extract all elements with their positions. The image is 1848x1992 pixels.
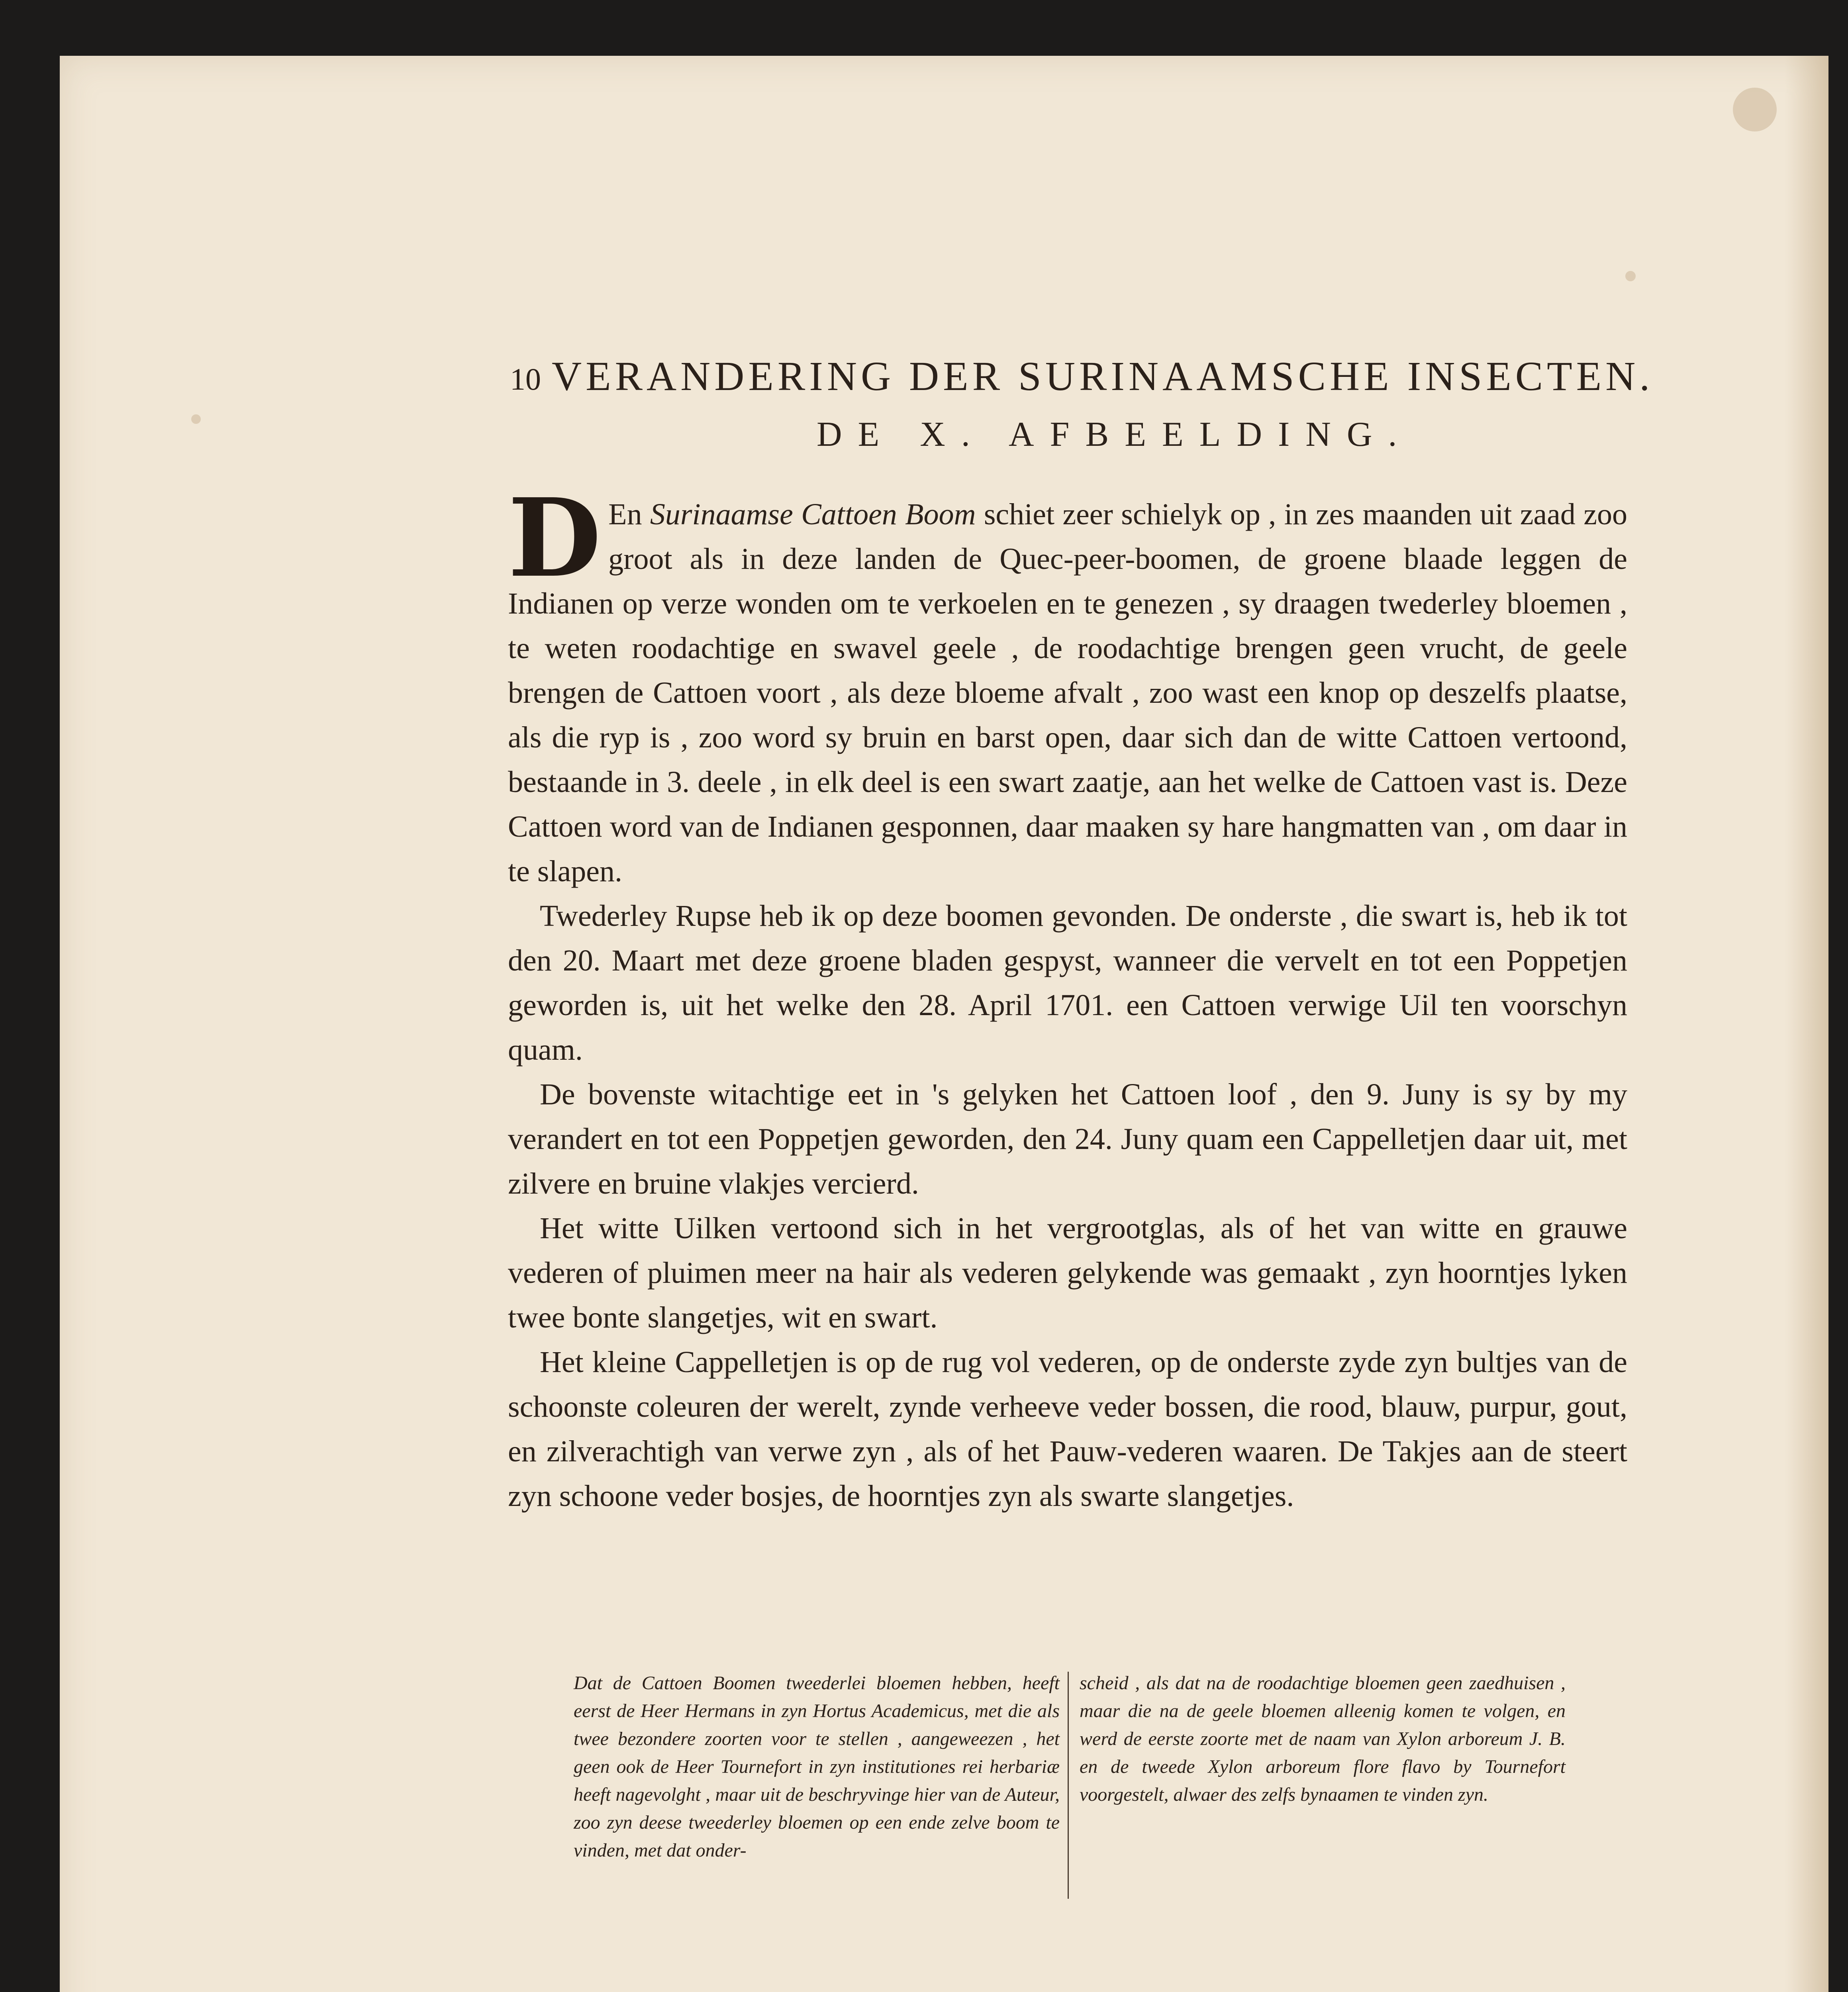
paragraph-1-italic: Surinaamse Cattoen Boom [650, 498, 976, 531]
paragraph-1-start: En [608, 498, 650, 531]
footnote-column-divider [1068, 1672, 1069, 1899]
footnote-right-column: scheid , als dat na de roodachtige bloemen geen zaedhuisen , maar die na de geele bloemen alleenig komen te volgen, en werd de eerste zoorte met de naam van Xylon arboreum J. B. en de tweede Xylon arboreum flore flavo by Tournefort voorgestelt, alwaer des zelfs bynaamen te vinden zyn. [1080, 1672, 1566, 1805]
page-number: 10 [510, 362, 541, 396]
paragraph-4: Het witte Uilken vertoond sich in het vergrootglas, als of het van witte en grauwe vederen of pluimen meer na hair als vederen gelykende was gemaakt , zyn hoorntjes lyken twee bonte slangetjes, wit en swart. [508, 1212, 1627, 1334]
plate-heading: DE X. AFBEELDING. [817, 415, 1413, 454]
running-title: VERANDERING DER SURINAAMSCHE INSECTEN. [552, 353, 1654, 399]
paragraph-1-text: schiet zeer schielyk op , in zes maanden uit zaad zoo groot als in deze landen de Quec-peer-boomen, de groene blaade leggen de Indianen op verze wonden om te verkoelen en te genezen , sy draagen twederley bloemen , te weten roodachtige en swavel geele , de roodachtige brengen geen vrucht, de geele brengen de Cattoen voort , als deze bloeme afvalt , zoo wast een knop op deszelfs plaatse, als die ryp is , zoo word sy bruin en barst open, daar sich dan de witte Cattoen vertoond, bestaande in 3. deele , in elk deel is een swart zaatje, aan het welke de Cattoen vast is. Deze Cattoen word van de Indianen gesponnen, daar maaken sy hare hangmatten van , om daar in te slapen. [508, 498, 1627, 888]
paper-stain [191, 414, 201, 424]
paragraph-3: De bovenste witachtige eet in 's gelyken het Cattoen loof , den 9. Juny is sy by my verandert en tot een Poppetjen geworden, den 24. Juny quam een Cappelletjen daar uit, met zilvere en bruine vlakjes vercierd. [508, 1078, 1627, 1200]
paragraph-5: Het kleine Cappelletjen is op de rug vol vederen, op de onderste zyde zyn bultjes van de schoonste coleuren der werelt, zynde verheeve veder bossen, die rood, blauw, purpur, gout, en zilverachtigh van verwe zyn , als of het Pauw-vederen waaren. De Takjes aan de steert zyn schoone veder bosjes, de hoorntjes zyn als swarte slangetjes. [508, 1345, 1627, 1513]
page-edge-shading [1785, 56, 1828, 1992]
footnote-left-column: Dat de Cattoen Boomen tweederlei bloemen hebben, heeft eerst de Heer Hermans in zyn Hortus Academicus, met die als twee bezondere zoorten voor te stellen , aangeweezen , het geen ook de Heer Tournefort in zyn institutiones rei herbariæ heeft nagevolght , maar uit de beschryvinge hier van de Auteur, zoo zyn deese tweederley bloemen op een ende zelve boom te vinden, met dat onder- [574, 1672, 1060, 1861]
paragraph-1 [508, 474, 1627, 894]
footnote [574, 1669, 1578, 1908]
paper-stain [1733, 88, 1777, 131]
paper-stain [1625, 271, 1636, 281]
paragraph-2: Twederley Rupse heb ik op deze boomen gevonden. De onderste , die swart is, heb ik tot den 20. Maart met deze groene bladen gespyst, wanneer die vervelt en tot een Poppetjen geworden is, uit het welke den 28. April 1701. een Cattoen verwige Uil ten voorschyn quam. [508, 899, 1627, 1067]
drop-cap: D [508, 474, 602, 601]
main-text-block [508, 474, 1627, 1518]
page-header [510, 353, 1665, 408]
